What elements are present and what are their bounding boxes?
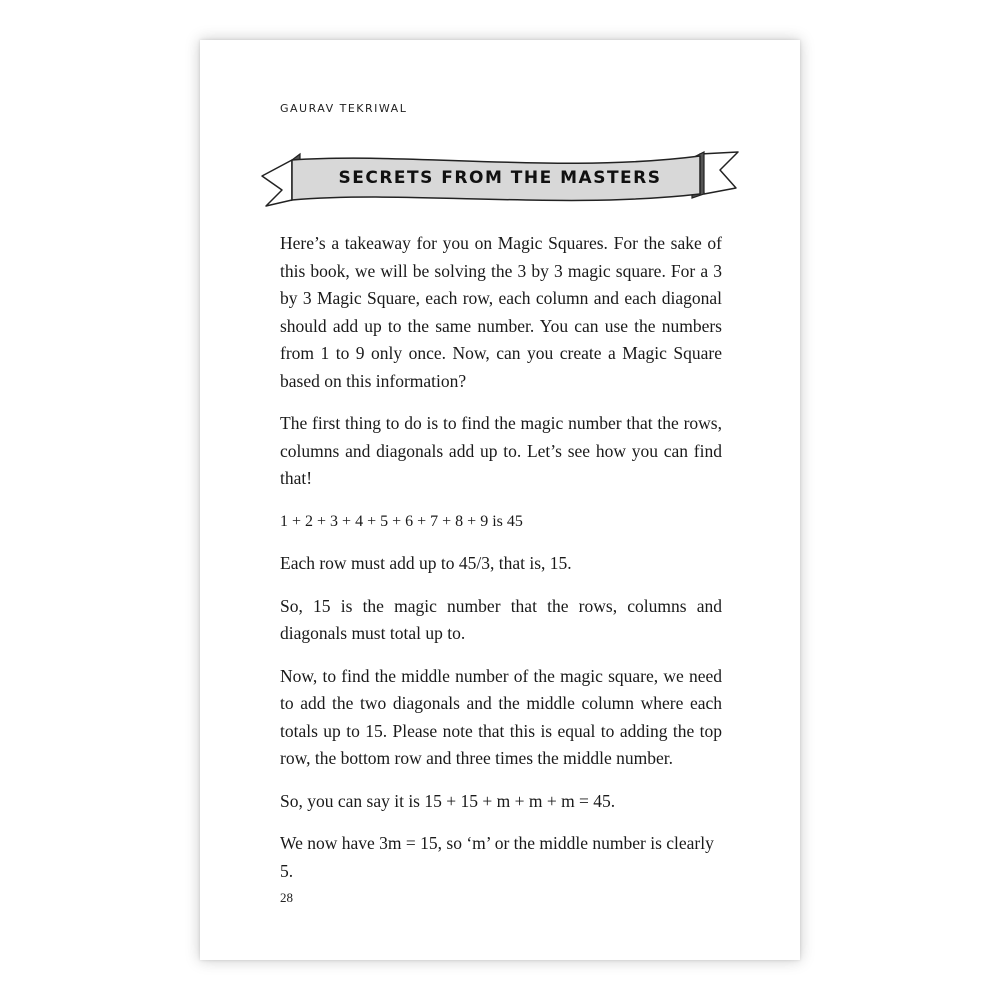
banner-title: SECRETS FROM THE MASTERS	[338, 168, 662, 188]
body-text	[280, 230, 722, 900]
running-head: GAURAV TEKRIWAL	[280, 102, 408, 115]
equation-line: 1 + 2 + 3 + 4 + 5 + 6 + 7 + 8 + 9 is 45	[280, 512, 523, 530]
paragraph: So, you can say it is 15 + 15 + m + m + m = 45.	[280, 790, 616, 811]
paragraph: Now, to find the middle number of the magic square, we need to add the two diagonals and the middle column where each totals up to 15. Please note that this is equal to adding the top row, the bottom row and three times the middle number.	[280, 665, 722, 768]
book-page	[200, 40, 800, 960]
paragraph: We now have 3m = 15, so ‘m’ or the middle number is clearly 5.	[280, 833, 714, 881]
section-banner	[260, 148, 740, 212]
paragraph: So, 15 is the magic number that the rows, columns and diagonals must total up to.	[280, 595, 722, 643]
paragraph: Here’s a takeaway for you on Magic Squares. For the sake of this book, we will be solving the 3 by 3 magic square. For a 3 by 3 Magic Square, each row, each column and each diagonal should add up to the same number. You can use the numbers from 1 to 9 only once. Now, can you create a Magic Square based on this information?	[280, 233, 722, 391]
paragraph: Each row must add up to 45/3, that is, 15.	[280, 553, 572, 573]
paragraph: The first thing to do is to find the magic number that the rows, columns and diagonals add up to. Let’s see how you can find that!	[280, 413, 722, 488]
page-number: 28	[280, 890, 293, 905]
